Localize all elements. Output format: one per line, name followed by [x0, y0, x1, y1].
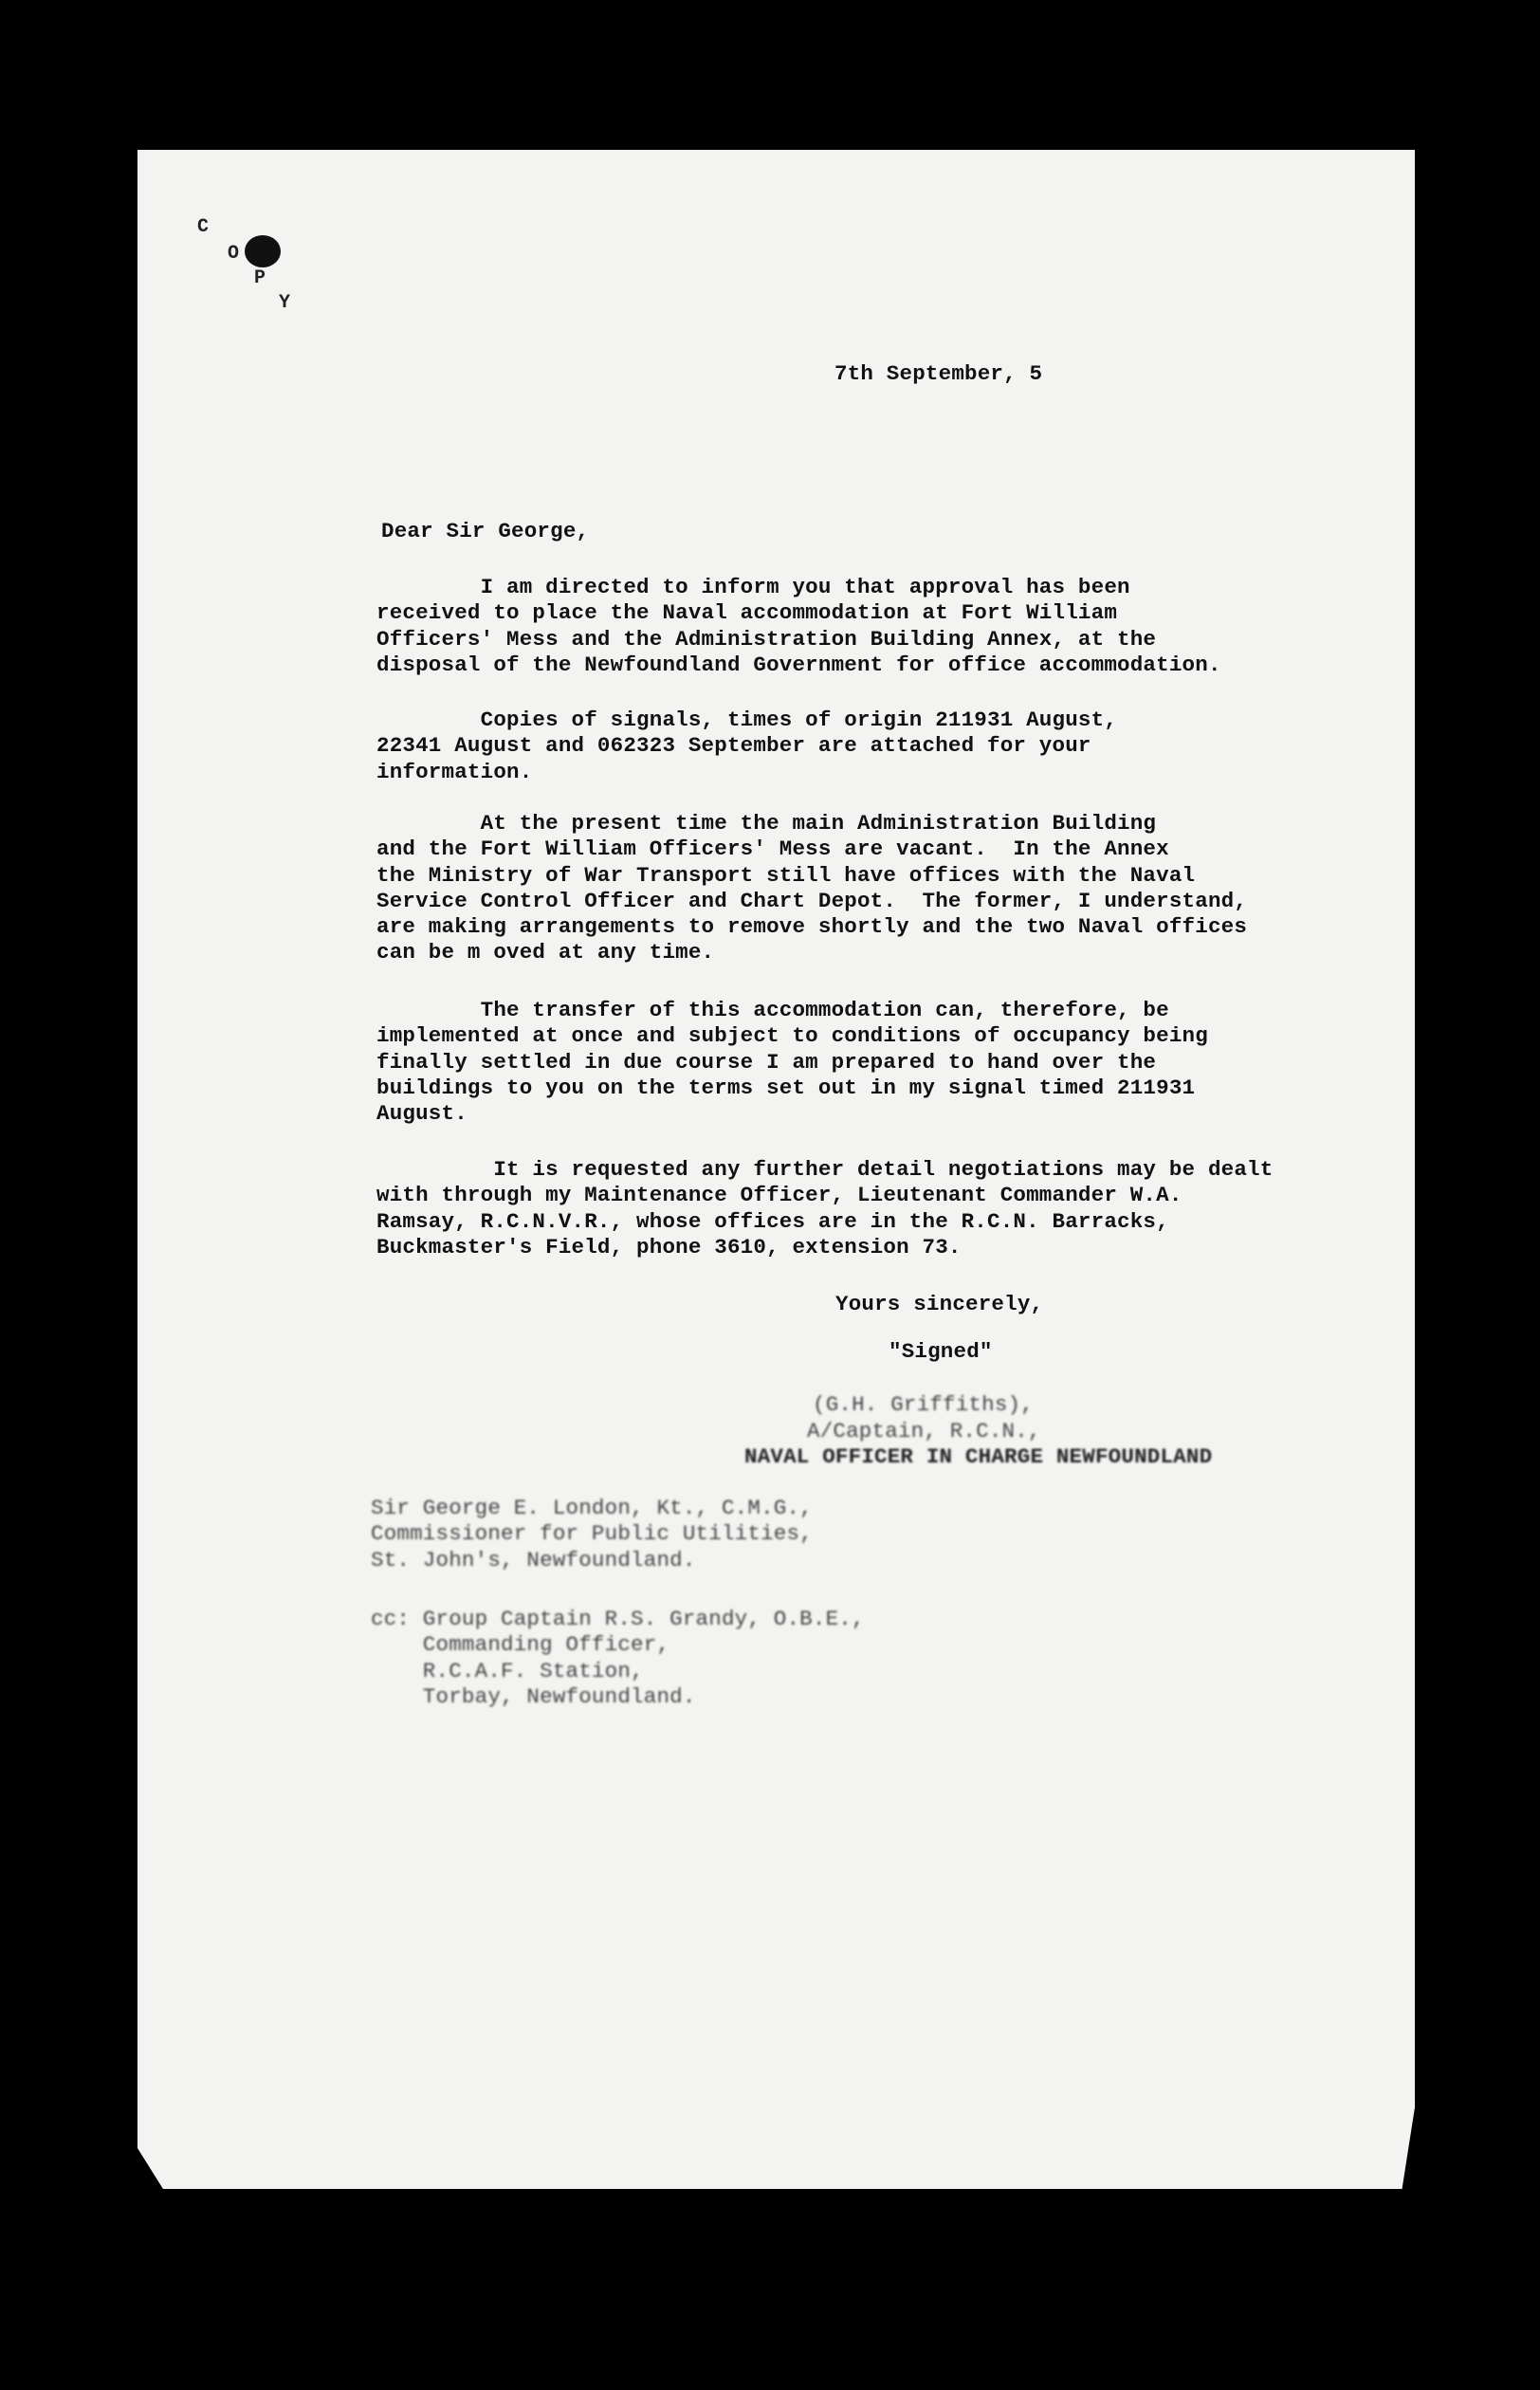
- paragraph-2: Copies of signals, times of origin 211931 August, 22341 August and 062323 September are attached for your information.: [376, 708, 1118, 784]
- signatory-rank: A/Captain, R.C.N.,: [807, 1419, 1041, 1443]
- paragraph-5: It is requested any further detail negotiations may be dealt with through my Maintenance Officer, Lieutenant Commander W.A. Ramsay, R.C.N.V.R., whose offices are in the R.C.N. Barracks, Buckmaster's Field, phone 3610, extension 73.: [376, 1157, 1274, 1259]
- paragraph-3: At the present time the main Administration Building and the Fort William Officers' Mess are vacant. In the Annex the Ministry of War Transport still have offices with the Naval Service Control Officer and Chart Depot. The former, I understand, are making arrangements to remove shortly and the two Naval offices can be m oved at any time.: [376, 811, 1248, 965]
- copy-mark-y: Y: [279, 292, 291, 314]
- cc-block: cc: Group Captain R.S. Grandy, O.B.E., Commanding Officer, R.C.A.F. Station, Torbay, Newfoundland.: [371, 1607, 865, 1709]
- addressee-block: Sir George E. London, Kt., C.M.G., Commissioner for Public Utilities, St. John's, Newfoundland.: [371, 1496, 813, 1572]
- punch-hole: [245, 235, 281, 267]
- copy-mark-p: P: [254, 267, 266, 289]
- letter-date: 7th September, 5: [834, 361, 1043, 386]
- copy-mark-c: C: [197, 216, 210, 238]
- closing: Yours sincerely,: [835, 1292, 1044, 1316]
- signatory-name: (G.H. Griffiths),: [813, 1392, 1034, 1417]
- signed-note: "Signed": [889, 1339, 993, 1364]
- signatory-title: NAVAL OFFICER IN CHARGE NEWFOUNDLAND: [744, 1444, 1213, 1469]
- paragraph-4: The transfer of this accommodation can, therefore, be implemented at once and subject to conditions of occupancy being finally settled in due course I am prepared to hand over the buildings to you on the terms set out in my signal timed 211931 August.: [376, 998, 1208, 1127]
- salutation: Dear Sir George,: [381, 519, 590, 543]
- paragraph-1: I am directed to inform you that approval has been received to place the Naval accommodation at Fort William Officers' Mess and the Administration Building Annex, at the disposal of the Newfoundland Government for office accommodation.: [376, 575, 1221, 677]
- copy-mark-o: O: [228, 243, 240, 265]
